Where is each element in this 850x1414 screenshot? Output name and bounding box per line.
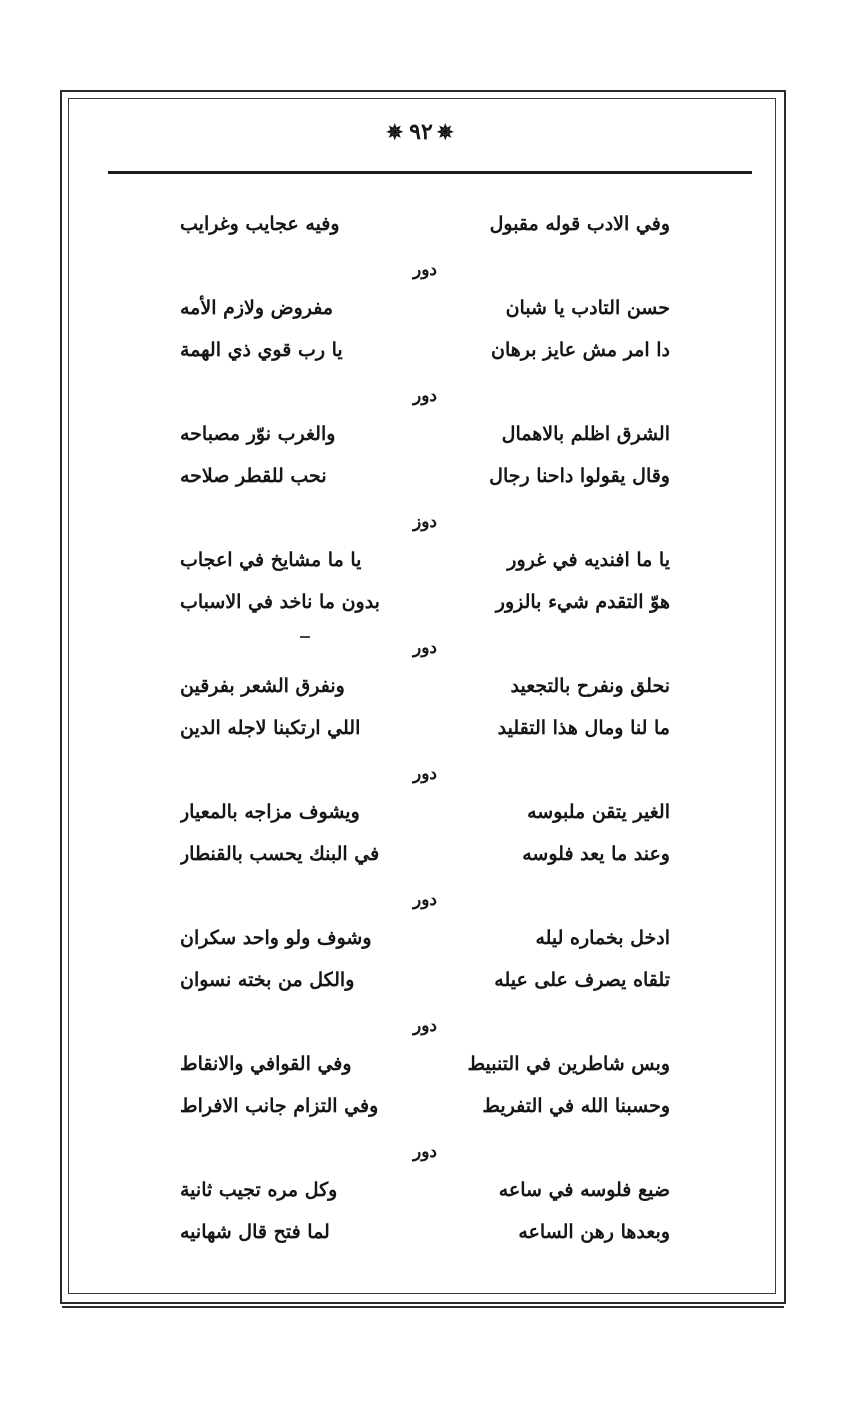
hemistich-left: والغرب نوّر مصباحه [180,423,336,445]
hemistich-right: وبعدها رهن الساعه [518,1221,670,1243]
verse-line [180,539,670,581]
stanza-label: دور [413,890,437,910]
hemistich-right: تلقاه يصرف على عيله [494,969,670,991]
verse-line [180,329,670,371]
hemistich-left: بدون ما ناخد في الاسباب [180,591,380,613]
hemistich-right: ضيع فلوسه في ساعه [498,1179,670,1201]
hemistich-left: يا رب قوي ذي الهمة [180,339,343,361]
bottom-rule [62,1306,784,1308]
hemistich-left: نحب للقطر صلاحه [180,465,327,487]
verse-line [180,455,670,497]
stanza-label: دور [413,260,437,280]
hemistich-left: وشوف ولو واحد سكران [180,927,372,949]
verse-line [180,959,670,1001]
hemistich-right: ادخل بخماره ليله [535,927,670,949]
ornament-right-icon: ✵ [436,120,456,144]
verse-line [180,1085,670,1127]
verse-line [180,413,670,455]
hemistich-left: لما فتح قال شهانيه [180,1221,330,1243]
verse-line [180,833,670,875]
intro-verse [180,203,670,245]
stanza-label: دور [413,1142,437,1162]
hemistich-left: مفروض ولازم الأمه [180,297,334,319]
print-speck [300,636,310,638]
hemistich-right: وبس شاطرين في التنبيط [467,1053,670,1075]
hemistich-left: اللي ارتكبنا لاجله الدين [180,717,361,739]
hemistich-right: وفي الادب قوله مقبول [489,213,670,235]
hemistich-left: وفي القوافي والانقاط [180,1053,352,1075]
page-number: ٩٢ [409,119,433,145]
verse-line [180,581,670,623]
stanza-label: دور [413,1016,437,1036]
hemistich-right: وعند ما يعد فلوسه [522,843,670,865]
verse-line [180,917,670,959]
hemistich-left: وفي التزام جانب الافراط [180,1095,379,1117]
hemistich-left: في البنك يحسب بالقنطار [180,843,380,865]
verse-line [180,665,670,707]
verse-line [180,1169,670,1211]
hemistich-right: وقال يقولوا داحنا رجال [489,465,670,487]
stanza-label: دوز [413,512,437,532]
hemistich-right: الشرق اظلم بالاهمال [501,423,670,445]
hemistich-right: وحسبنا الله في التفريط [482,1095,670,1117]
hemistich-left: يا ما مشايخ في اعجاب [180,549,362,571]
header-rule [108,171,752,174]
hemistich-right: نحلق ونفرح بالتجعيد [510,675,670,697]
hemistich-right: ما لنا ومال هذا التقليد [497,717,670,739]
verse-line [180,1211,670,1253]
hemistich-right: يا ما افنديه في غرور [507,549,670,571]
verse-line [180,791,670,833]
stanza-label: دور [413,638,437,658]
stanza-label: دور [413,764,437,784]
hemistich-left: وكل مره تجيب ثانية [180,1179,338,1201]
verse-line [180,1043,670,1085]
stanza-label: دور [413,386,437,406]
hemistich-left: ويشوف مزاجه بالمعيار [180,801,360,823]
ornament-left-icon: ✵ [386,120,406,144]
page-header [68,112,774,152]
poem [180,203,670,1253]
verse-line [180,707,670,749]
verse-line [180,287,670,329]
hemistich-right: دا امر مش عايز برهان [491,339,670,361]
hemistich-left: وفيه عجايب وغرايب [180,213,340,235]
hemistich-right: هوّ التقدم شيء بالزور [495,591,670,613]
hemistich-right: حسن التادب يا شبان [505,297,670,319]
hemistich-right: الغير يتقن ملبوسه [527,801,670,823]
hemistich-left: ونفرق الشعر بفرقين [180,675,345,697]
hemistich-left: والكل من بخته نسوان [180,969,355,991]
